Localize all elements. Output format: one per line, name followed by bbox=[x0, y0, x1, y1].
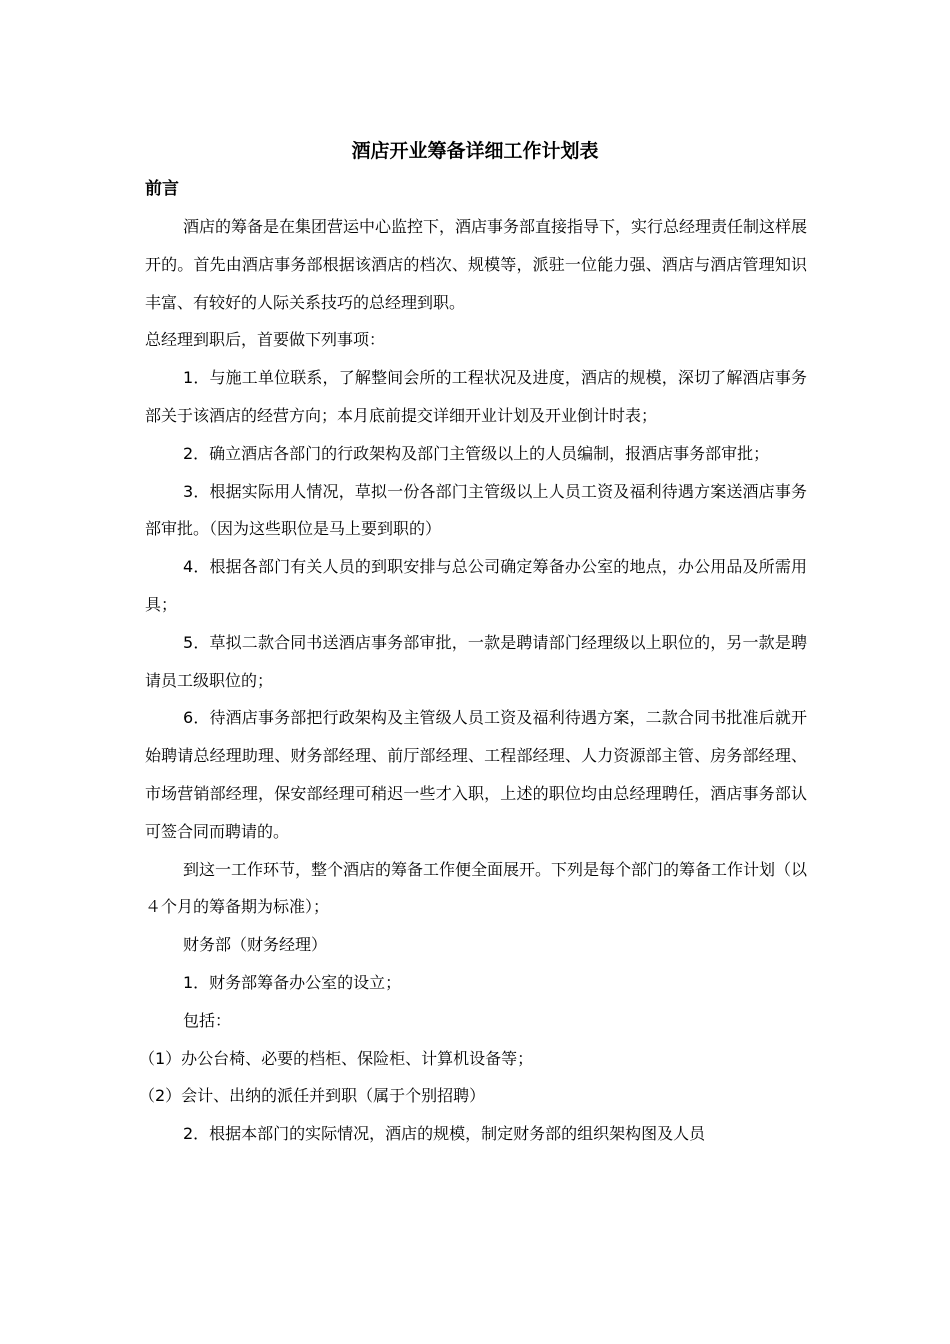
section-finance: 财务部（财务经理） bbox=[183, 935, 328, 955]
document-title: 酒店开业筹备详细工作计划表 bbox=[351, 140, 599, 162]
list-item-2: 2．确立酒店各部门的行政架构及部门主管级以上的人员编制，报酒店事务部审批； bbox=[183, 443, 770, 463]
list-item-5: 5．草拟二款合同书送酒店事务部审批，一款是聘请部门经理级以上职位的，另一款是聘请员工级职位的； bbox=[145, 632, 807, 690]
preface-heading: 前言 bbox=[145, 179, 179, 199]
paragraph-intro: 酒店的筹备是在集团营运中心监控下，酒店事务部直接指导下，实行总经理责任制这样展开的。首先由酒店事务部根据该酒店的档次、规模等，派驻一位能力强、酒店与酒店管理知识丰富、有较好的人际关系技巧的总经理到职。 bbox=[145, 217, 808, 312]
paragraph-first-tasks: 总经理到职后，首要做下列事项： bbox=[145, 330, 386, 350]
document-body bbox=[139, 208, 808, 1153]
finance-item-1: 1．财务部筹备办公室的设立； bbox=[183, 972, 402, 992]
list-item-4: 4．根据各部门有关人员的到职安排与总公司确定筹备办公室的地点，办公用品及所需用具； bbox=[145, 557, 807, 614]
list-item-3: 3．根据实际用人情况，草拟一份各部门主管级以上人员工资及福利待遇方案送酒店事务部审批。（因为这些职位是马上要到职的） bbox=[145, 481, 807, 539]
finance-includes: 包括： bbox=[183, 1010, 232, 1030]
finance-subitem-2: （2）会计、出纳的派任并到职（属于个别招聘） bbox=[139, 1086, 486, 1106]
paragraph-transition: 到这一工作环节，整个酒店的筹备工作便全面展开。下列是每个部门的筹备工作计划（以４个月的筹备期为标准）； bbox=[145, 859, 808, 917]
finance-item-2: 2．根据本部门的实际情况，酒店的规模，制定财务部的组织架构图及人员 bbox=[183, 1124, 706, 1144]
finance-subitem-1: （1）办公台椅、必要的档柜、保险柜、计算机设备等； bbox=[139, 1048, 534, 1068]
list-item-6: 6．待酒店事务部把行政架构及主管级人员工资及福利待遇方案，二款合同书批准后就开始聘请总经理助理、财务部经理、前厅部经理、工程部经理、人力资源部主管、房务部经理、市场营销部经理，保安部经理可稍迟一些才入职，上述的职位均由总经理聘任，酒店事务部认可签合同而聘请的。 bbox=[145, 708, 807, 841]
list-item-1: 1．与施工单位联系，了解整间会所的工程状况及进度，酒店的规模，深切了解酒店事务部关于该酒店的经营方向；本月底前提交详细开业计划及开业倒计时表； bbox=[145, 368, 807, 425]
